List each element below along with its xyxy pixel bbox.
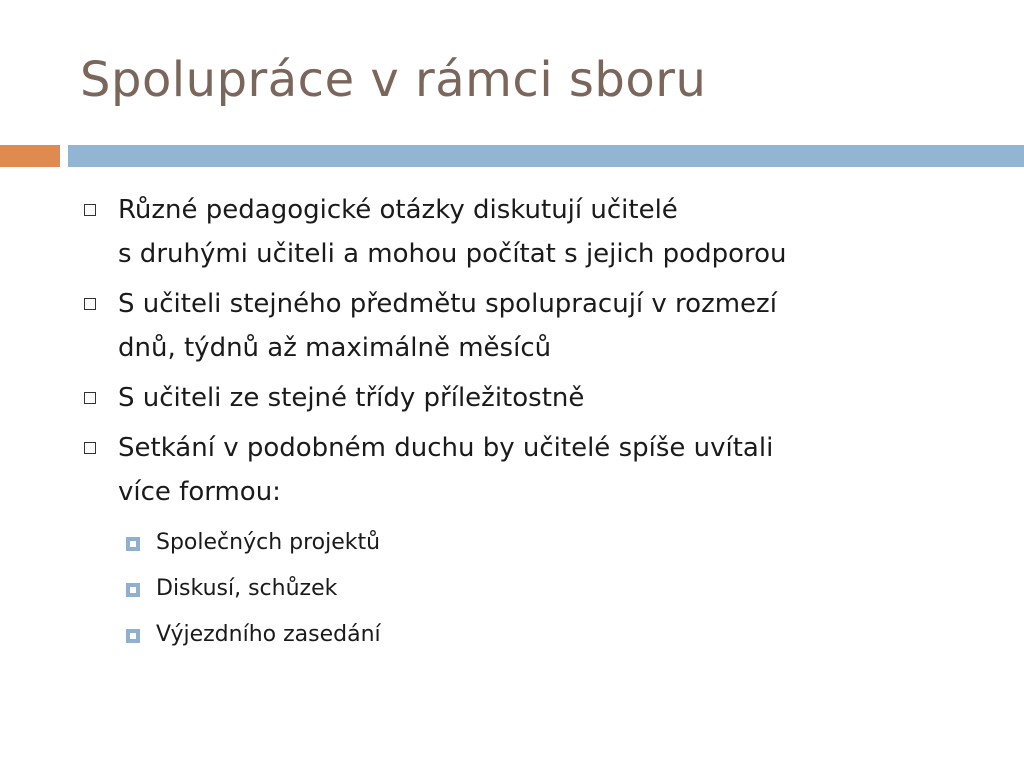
slide-title: Spolupráce v rámci sboru (80, 52, 707, 108)
sub-bullet-item (84, 566, 984, 612)
sub-bullet-label: Diskusí, schůzek (156, 576, 338, 601)
bullet-line: Setkání v podobném duchu by učitelé spíše uvítali (118, 433, 774, 463)
bullet-item (84, 426, 984, 514)
bullet-item (84, 376, 984, 420)
bullet-line: dnů, týdnů až maximálně měsíců (118, 333, 552, 363)
filled-square-bullet-icon (126, 537, 140, 551)
bullet-item (84, 188, 984, 276)
bullet-list (84, 188, 984, 514)
filled-square-bullet-icon (126, 583, 140, 597)
accent-bar-blue (68, 145, 1024, 167)
sub-bullet-item (84, 520, 984, 566)
bullet-line: S učiteli stejného předmětu spolupracují v rozmezí (118, 289, 777, 319)
sub-bullet-list (84, 520, 984, 658)
bullet-line: více formou: (118, 477, 281, 507)
bullet-item (84, 282, 984, 370)
filled-square-bullet-icon (126, 629, 140, 643)
hollow-square-bullet-icon (84, 298, 96, 310)
bullet-line: Různé pedagogické otázky diskutují učitelé (118, 195, 678, 225)
hollow-square-bullet-icon (84, 442, 96, 454)
bullet-line: s druhými učiteli a mohou počítat s jejich podporou (118, 239, 787, 269)
slide-content (84, 188, 984, 658)
hollow-square-bullet-icon (84, 204, 96, 216)
accent-bar-orange (0, 145, 60, 167)
hollow-square-bullet-icon (84, 392, 96, 404)
sub-bullet-item (84, 612, 984, 658)
sub-bullet-label: Výjezdního zasedání (156, 622, 381, 647)
bullet-line: S učiteli ze stejné třídy příležitostně (118, 383, 585, 413)
sub-bullet-label: Společných projektů (156, 530, 381, 555)
